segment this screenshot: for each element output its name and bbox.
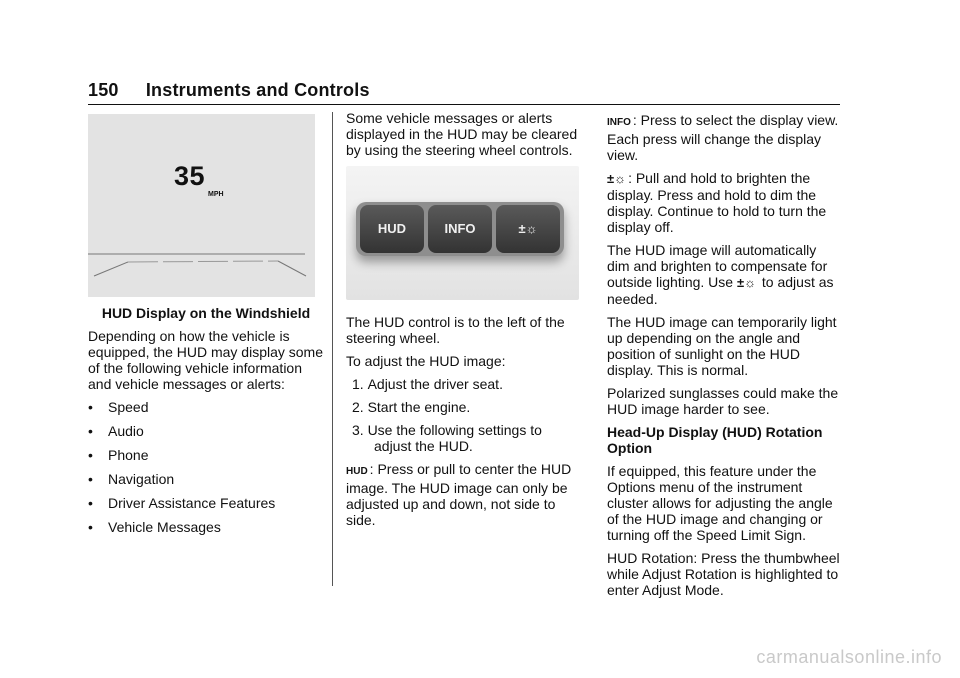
sunglasses-paragraph: Polarized sunglasses could make the HUD image harder to see.	[607, 385, 839, 417]
rotation-heading: Head-Up Display (HUD) Rotation Option	[607, 424, 823, 456]
section-title: Instruments and Controls	[145, 80, 370, 100]
watermark: carmanualsonline.info	[756, 647, 942, 667]
auto-dim-paragraph: The HUD image will automatically dim and brighten to compensate for outside lighting. Use ±☼ to adjust as needed.	[607, 242, 834, 307]
figure-caption: HUD Display on the Windshield	[101, 305, 311, 321]
column-2	[346, 110, 582, 535]
rotation-paragraph-1: If equipped, this feature under the Options menu of the instrument cluster allows for adjusting the angle of the HUD image and changing or turning off the Speed Limit Sign.	[607, 463, 833, 543]
brightness-control-paragraph: ±☼ : Pull and hold to brighten the display. Press and hold to dim the display. Continue to hold to turn the display off.	[607, 170, 827, 235]
list-item: • Vehicle Messages	[88, 519, 221, 535]
page-header	[88, 80, 370, 101]
info-control-paragraph: INFO : Press to select the display view. Each press will change the display view.	[607, 112, 839, 163]
list-item: • Phone	[88, 447, 149, 463]
column-divider	[332, 112, 333, 586]
hud-controls-figure	[346, 166, 579, 300]
info-symbol-icon: INFO	[607, 117, 631, 128]
hud-symbol-icon: HUD	[346, 466, 368, 477]
step-item: 2. Start the engine.	[352, 399, 471, 415]
sunlight-paragraph: The HUD image can temporarily light up depending on the angle and position of sunlight on the HUD display. This is normal.	[607, 314, 837, 378]
adjust-steps	[346, 376, 582, 454]
adjust-intro: To adjust the HUD image:	[346, 353, 506, 369]
list-item: • Speed	[88, 399, 149, 415]
windshield-lines	[88, 114, 315, 297]
page-number: 150	[88, 80, 119, 100]
list-item: • Audio	[88, 423, 144, 439]
hud-windshield-figure	[88, 114, 315, 297]
hud-speed-unit: MPH	[208, 191, 224, 198]
intro-paragraph: Depending on how the vehicle is equipped, the HUD may display some of the following vehicle information and vehicle messages or alerts:	[88, 328, 324, 392]
brightness-button: ±☼	[496, 205, 560, 253]
hud-control-paragraph: HUD : Press or pull to center the HUD image. The HUD image can only be adjusted up and down, not side to side.	[346, 461, 572, 528]
clear-messages-paragraph: Some vehicle messages or alerts displayed in the HUD may be cleared by using the steering wheel controls.	[346, 110, 578, 158]
step-item: 1. Adjust the driver seat.	[352, 376, 503, 392]
brightness-symbol-icon: ±☼	[607, 171, 627, 186]
list-item: • Driver Assistance Features	[88, 495, 276, 511]
control-location-paragraph: The HUD control is to the left of the steering wheel.	[346, 314, 565, 346]
control-button-strip	[356, 202, 564, 256]
info-button: INFO	[428, 205, 492, 253]
header-rule	[88, 104, 840, 105]
hud-info-list	[88, 399, 324, 535]
brightness-symbol-icon: ±☼	[736, 275, 757, 290]
list-item: • Navigation	[88, 471, 175, 487]
hud-speed-value: 35	[174, 161, 206, 191]
hud-button: HUD	[360, 205, 424, 253]
column-3	[607, 112, 842, 605]
step-item: 3. Use the following settings to adjust the HUD.	[352, 422, 542, 454]
column-1	[88, 114, 324, 543]
rotation-paragraph-2: HUD Rotation: Press the thumbwheel while Adjust Rotation is highlighted to enter Adjust Mode.	[607, 550, 840, 598]
